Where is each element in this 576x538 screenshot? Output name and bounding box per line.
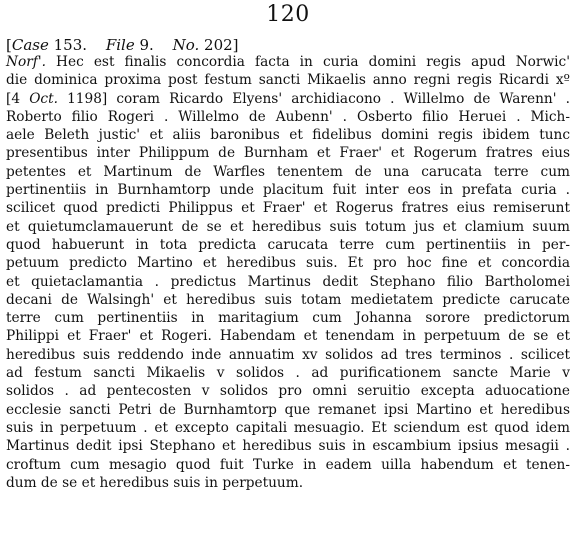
no-number: 202] [204, 36, 239, 54]
text-line: heredibus suis reddendo inde annuatim xv solidos ad tres terminos . scilicet [6, 346, 570, 363]
date-month-italic: Oct. [29, 90, 58, 107]
text-line: solidos . ad pentecosten v solidos pro omni seruitio excepta aduocatione [6, 383, 570, 400]
text-line: dum de se et heredibus suis in perpetuum. [6, 474, 304, 491]
text-line: petuum predicto Martino et heredibus suis. Et pro hoc fine et concordia [6, 255, 570, 272]
file-number: 9. [139, 36, 154, 54]
case-header [6, 36, 239, 54]
case-label: Case [11, 36, 49, 54]
case-number: 153. [53, 36, 88, 54]
file-label: File [105, 36, 135, 54]
text-line: ad festum sancti Mikaelis v solidos . ad purificationem sancte Marie v [6, 365, 570, 382]
text-line: Philippi et Fraer' et Rogeri. Habendam et tenendam in perpetuum de se et [6, 328, 570, 345]
text-line: Norf'. Hec est finalis concordia facta in curia domini regis apud Norwic' [6, 54, 570, 70]
text-line: pertinentiis in Burnhamtorp unde placitum fuit inter eos in prefata curia . [6, 182, 570, 199]
text-line: et quietaclamantia . predictus Martinus dedit Stephano filio Bartholomei [6, 273, 570, 290]
text-line: aele Beleth justic' et aliis baronibus et fidelibus domini regis ibidem tunc [6, 127, 570, 144]
text-line: scilicet quod predicti Philippus et Fraer' et Rogerus fratres eius remiserunt [6, 200, 570, 217]
page-number: 120 [266, 2, 310, 27]
text-line: quod habuerunt in tota predicta carucata terre cum pertinentiis in per- [6, 236, 570, 253]
no-label: No. [172, 36, 200, 54]
text-line: presentibus inter Philippum de Burnham et Fraer' et Rogerum fratres eius [6, 145, 570, 162]
text-line: Martinus dedit ipsi Stephano et heredibus suis in escambium ipsius mesagii . [6, 438, 570, 455]
text-line: Roberto filio Rogeri . Willelmo de Aubenn' . Osberto filio Heruei . Mich- [6, 108, 570, 125]
county-label: Norf'. [6, 54, 46, 70]
text-line: terre cum pertinentiis in maritagium cum Johanna sorore predictorum [6, 310, 570, 327]
case-open-bracket: [ [6, 36, 12, 54]
text-line: ecclesie sancti Petri de Burnhamtorp que remanet ipsi Martino et heredibus [6, 401, 570, 418]
document-body [6, 53, 570, 492]
text-line: die dominica proxima post festum sancti Mikaelis anno regni regis Ricardi xº [6, 72, 570, 89]
text-line: croftum cum mesagio quod fuit Turke in eadem uilla habendum et tenen- [6, 456, 570, 473]
text-line: et quietumclamauerunt de se et heredibus suis totum jus et clamium suum [6, 218, 570, 235]
text-line: [4 Oct. 1198] coram Ricardo Elyens' archidiacono . Willelmo de Warenn' . [6, 90, 570, 107]
text-line: suis in perpetuum . et excepto capitali mesuagio. Et sciendum est quod idem [6, 419, 570, 436]
text-line: petentes et Martinum de Warfles tenentem de una carucata terre cum [6, 163, 570, 180]
text-line: decani de Walsingh' et heredibus suis totam medietatem predicte carucate [6, 291, 570, 308]
